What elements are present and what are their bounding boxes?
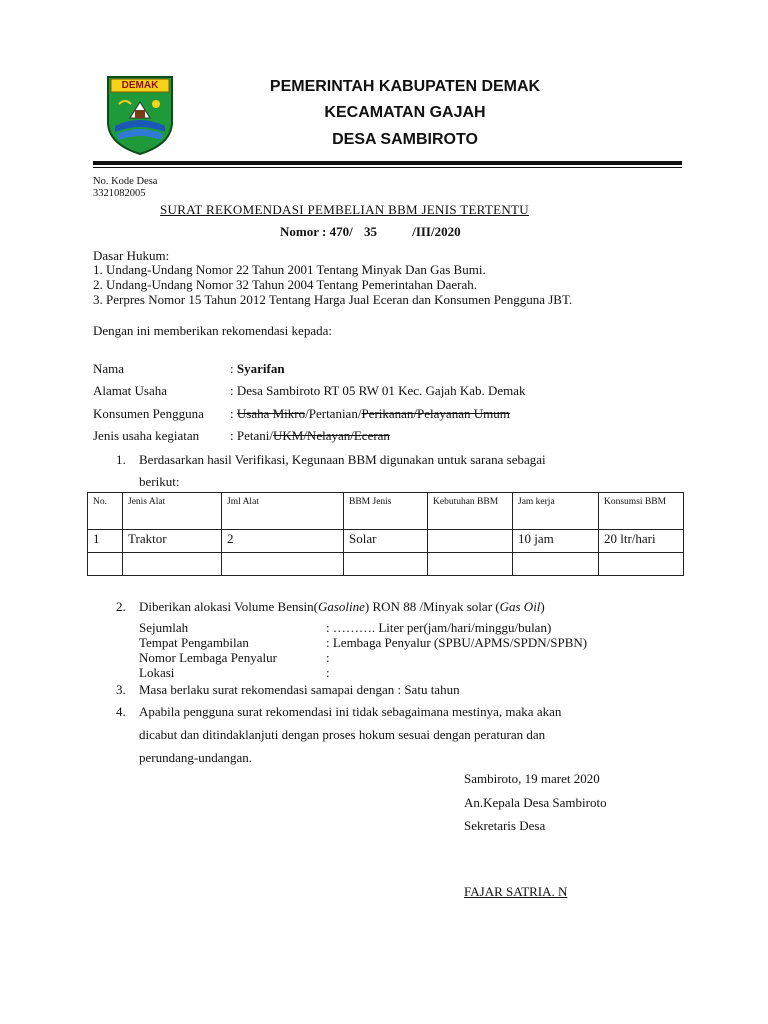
field-value-alamat <box>230 383 526 399</box>
table-cell <box>88 553 123 576</box>
table-cell: Traktor <box>123 530 222 553</box>
point2-number: 2. <box>116 599 126 614</box>
jenis-struck: UKM/Nelayan/Eceran <box>272 428 390 443</box>
dasar-item: 2. Undang-Undang Nomor 32 Tahun 2004 Tentang Pemerintahan Daerah. <box>93 277 477 292</box>
table-row <box>88 553 684 576</box>
demak-logo <box>105 74 175 156</box>
header-line-2: KECAMATAN GAJAH <box>324 104 486 121</box>
signature-on-behalf: An.Kepala Desa Sambiroto <box>464 795 607 810</box>
table-header-cell: Konsumsi BBM <box>599 493 684 530</box>
sub-value: : Lembaga Penyalur (SPBU/APMS/SPDN/SPBN) <box>326 635 588 650</box>
point2-text-c: ) <box>540 599 545 614</box>
colon: : <box>230 361 234 376</box>
signature-place-date: Sambiroto, 19 maret 2020 <box>464 771 600 786</box>
table-header-cell: Jam kerja <box>513 493 599 530</box>
sub-label: Tempat Pengambilan <box>139 635 249 650</box>
equipment-table <box>87 492 684 576</box>
kode-label: No. Kode Desa <box>93 176 158 187</box>
point2-text <box>139 599 545 615</box>
table-cell <box>222 553 344 576</box>
konsumen-struck-2: Perikanan/Pelayanan Umum <box>361 406 510 421</box>
field-label-konsumen: Konsumen Pengguna <box>93 406 204 421</box>
nomor-suffix: /III/2020 <box>412 224 461 239</box>
document-title: SURAT REKOMENDASI PEMBELIAN BBM JENIS TERTENTU <box>160 202 529 217</box>
point4-number: 4. <box>116 704 126 719</box>
point4-line1: Apabila pengguna surat rekomendasi ini tidak sebagaimana mestinya, maka akan <box>139 704 562 719</box>
point3-number: 3. <box>116 682 126 697</box>
kode-value: 3321082005 <box>93 188 146 199</box>
table-header-cell: BBM Jenis <box>344 493 428 530</box>
table-header-cell: No. <box>88 493 123 530</box>
colon: : <box>230 383 234 398</box>
table-cell: 20 ltr/hari <box>599 530 684 553</box>
table-header-cell: Jenis Alat <box>123 493 222 530</box>
alamat-value: Desa Sambiroto RT 05 RW 01 Kec. Gajah Kab. Demak <box>236 383 526 398</box>
point4-line3: perundang-undangan. <box>139 750 252 765</box>
colon: : <box>230 406 234 421</box>
table-cell <box>513 553 599 576</box>
field-label-nama: Nama <box>93 361 125 376</box>
point2-text-a: Diberikan alokasi Volume Bensin( <box>139 599 318 614</box>
header-line-3: DESA SAMBIROTO <box>332 131 478 148</box>
table-header-row <box>88 493 684 530</box>
sub-label: Nomor Lembaga Penyalur <box>139 650 277 665</box>
table-header-cell: Kebutuhan BBM <box>428 493 513 530</box>
sub-value: : <box>326 650 330 665</box>
field-label-alamat: Alamat Usaha <box>93 383 168 398</box>
field-label-jenis: Jenis usaha kegiatan <box>93 428 200 443</box>
dasar-heading: Dasar Hukum: <box>93 248 170 263</box>
table-cell: Solar <box>344 530 428 553</box>
sub-value: : ………. Liter per(jam/hari/minggu/bulan) <box>326 620 552 635</box>
point4-line2: dicabut dan ditindaklanjuti dengan proses hokum sesuai dengan peraturan dan <box>139 727 546 742</box>
nama-value: Syarifan <box>236 361 285 376</box>
field-value-nama <box>230 361 285 377</box>
jenis-kept: Petani/ <box>236 428 273 443</box>
table-cell <box>344 553 428 576</box>
table-cell <box>599 553 684 576</box>
point2-text-b: ) RON 88 /Minyak solar ( <box>364 599 500 614</box>
sub-label: Lokasi <box>139 665 175 680</box>
table-cell: 10 jam <box>513 530 599 553</box>
header-rule-thin <box>93 167 682 168</box>
table-cell: 1 <box>88 530 123 553</box>
point1-line2: berikut: <box>139 474 180 489</box>
point1-number: 1. <box>116 452 126 467</box>
konsumen-struck-1: Usaha Mikro <box>236 406 306 421</box>
dasar-item: 3. Perpres Nomor 15 Tahun 2012 Tentang Harga Jual Eceran dan Konsumen Pengguna JBT. <box>93 292 573 307</box>
field-value-jenis <box>230 428 390 444</box>
header-line-1: PEMERINTAH KABUPATEN DEMAK <box>269 78 541 95</box>
nomor-number: 35 <box>363 224 377 239</box>
konsumen-kept: /Pertanian/ <box>305 406 362 421</box>
logo-text: DEMAK <box>121 80 159 91</box>
nomor-prefix: Nomor : 470/ <box>280 224 353 239</box>
sub-value: : <box>326 665 330 680</box>
table-header-cell: Jml Alat <box>222 493 344 530</box>
table-cell <box>428 553 513 576</box>
table-cell: 2 <box>222 530 344 553</box>
table-cell <box>123 553 222 576</box>
point3-text: Masa berlaku surat rekomendasi samapai dengan : Satu tahun <box>139 682 460 697</box>
sub-label: Sejumlah <box>139 620 189 635</box>
intro-text: Dengan ini memberikan rekomendasi kepada: <box>93 323 332 338</box>
gasoil-label: Gas Oil <box>499 599 541 614</box>
point1-line1: Berdasarkan hasil Verifikasi, Kegunaan BBM digunakan untuk sarana sebagai <box>139 452 546 467</box>
signature-name: FAJAR SATRIA. N <box>464 884 568 899</box>
dasar-item: 1. Undang-Undang Nomor 22 Tahun 2001 Tentang Minyak Dan Gas Bumi. <box>93 262 486 277</box>
colon: : <box>230 428 234 443</box>
field-value-konsumen <box>230 406 510 422</box>
signature-role: Sekretaris Desa <box>464 818 546 833</box>
table-cell <box>428 530 513 553</box>
header-rule <box>93 161 682 165</box>
nomor-line <box>280 224 461 240</box>
table-row <box>88 530 684 553</box>
gasoline-label: Gasoline <box>317 599 365 614</box>
